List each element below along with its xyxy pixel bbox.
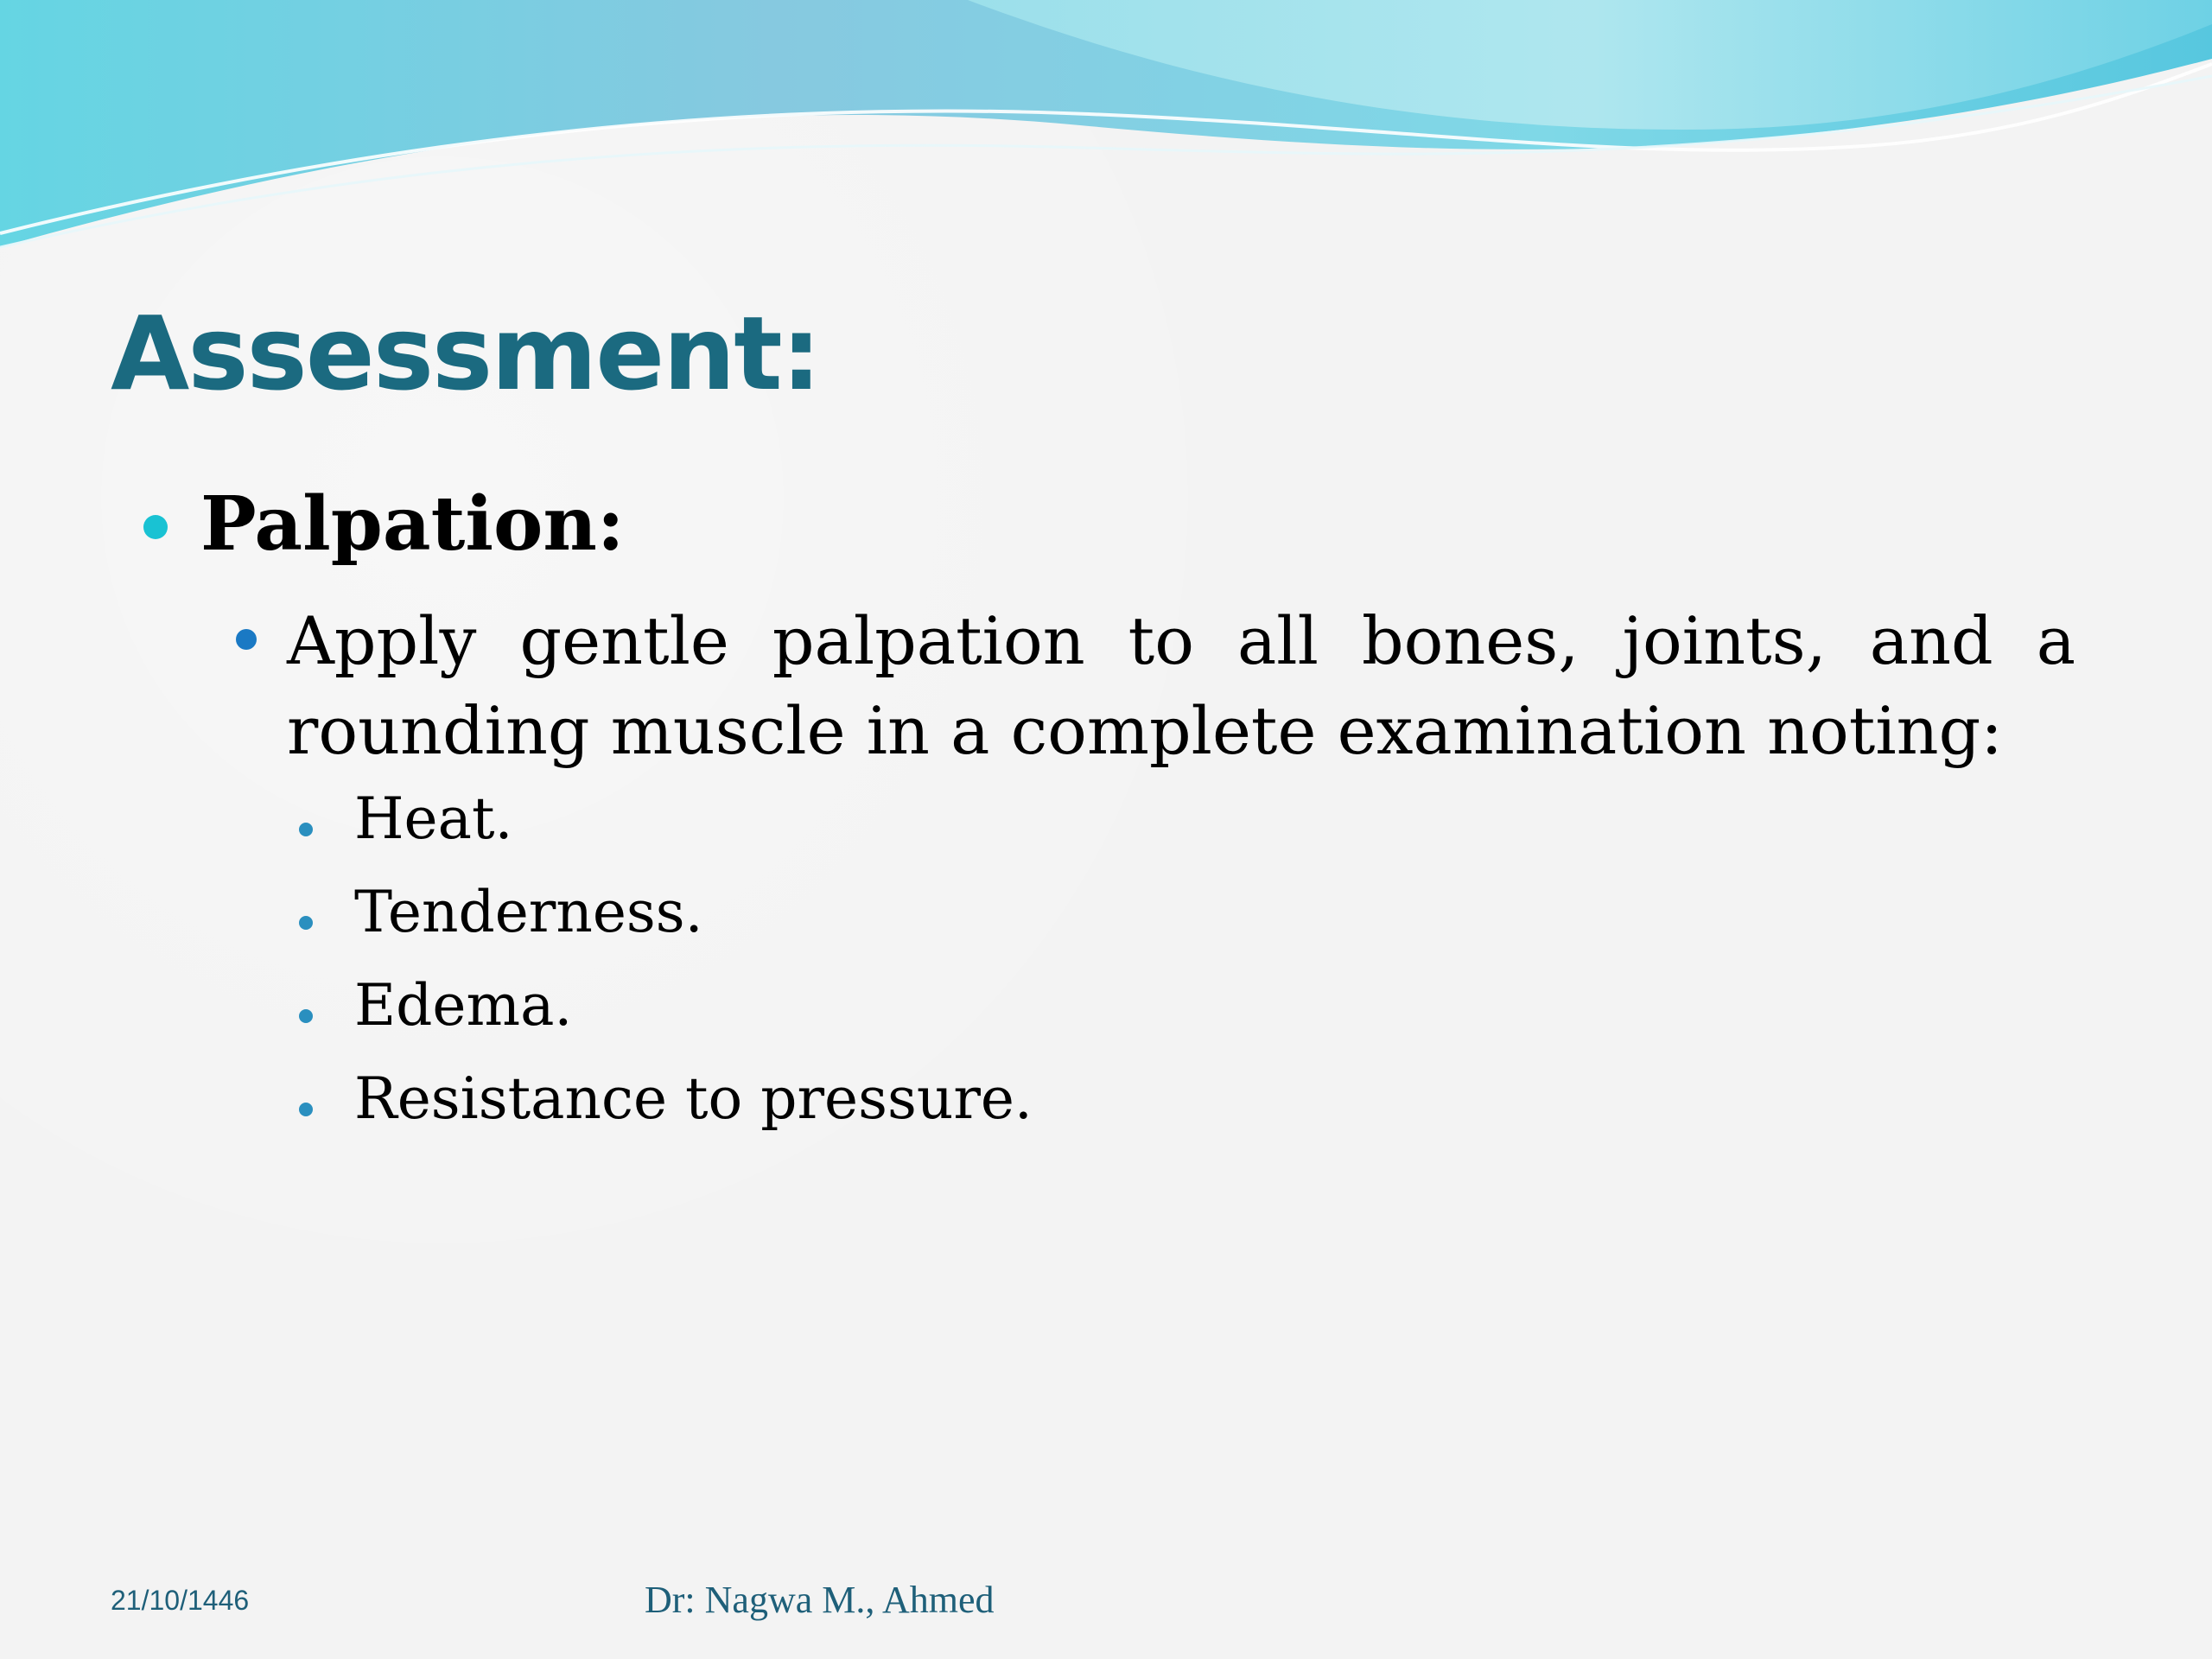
main-bullet-text: Palpation: bbox=[200, 480, 625, 568]
level3-bullet-icon bbox=[299, 1009, 313, 1023]
slide-title: Assessment: bbox=[111, 294, 820, 413]
header-wave-decoration bbox=[0, 0, 2212, 259]
level3-bullet-icon bbox=[299, 823, 313, 836]
item-heat: Heat. bbox=[354, 785, 513, 852]
footer-author: Dr: Nagwa M., Ahmed bbox=[645, 1579, 995, 1621]
level3-bullet-icon bbox=[299, 1103, 313, 1116]
footer-date: 21/10/1446 bbox=[111, 1585, 250, 1616]
item-tenderness: Tenderness. bbox=[354, 879, 703, 945]
sub-bullet-text: Apply gentle palpation to all bones, joints, and a rounding muscle in a complete examination noting: bbox=[287, 602, 2075, 769]
level3-bullet-icon bbox=[299, 916, 313, 930]
level1-bullet-icon bbox=[143, 515, 168, 539]
item-edema: Edema. bbox=[354, 972, 573, 1039]
level2-bullet-icon bbox=[236, 629, 257, 650]
item-resistance: Resistance to pressure. bbox=[354, 1065, 1033, 1132]
